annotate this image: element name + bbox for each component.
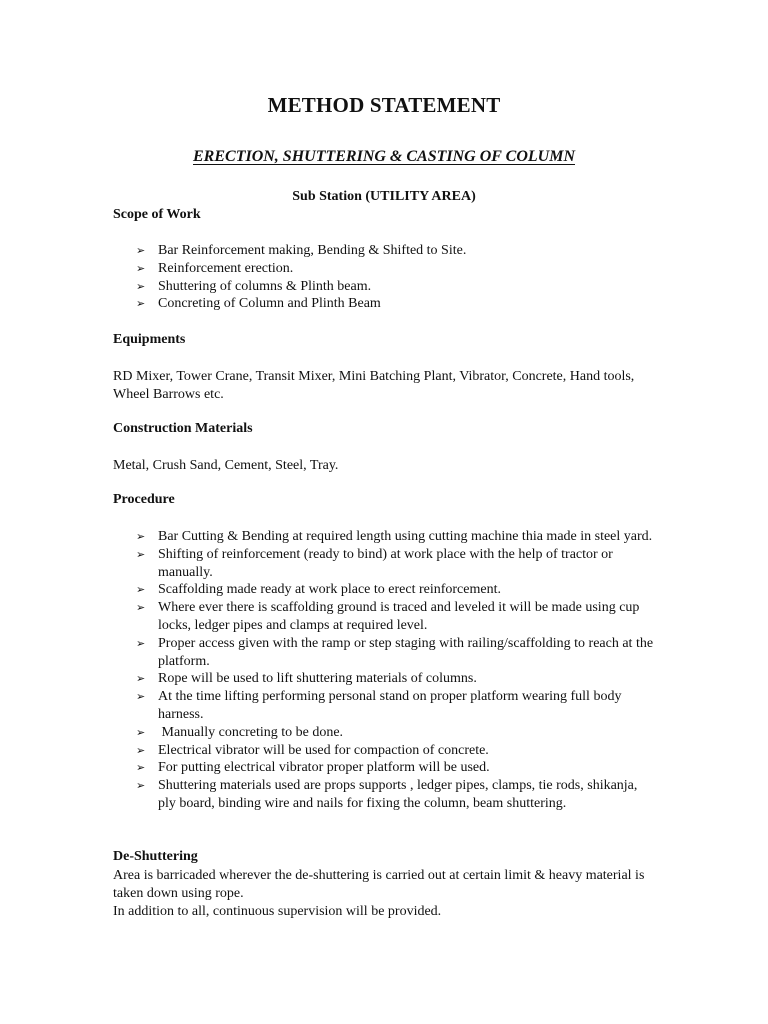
list-item	[113, 278, 658, 296]
list-item	[113, 724, 658, 742]
list-item	[113, 599, 658, 635]
arrowhead-bullet-icon: ➢	[136, 761, 146, 775]
list-item	[113, 670, 658, 688]
arrowhead-bullet-icon: ➢	[136, 547, 146, 561]
arrowhead-bullet-icon: ➢	[136, 530, 146, 543]
document-subtitle: ERECTION, SHUTTERING & CASTING OF COLUMN	[193, 148, 575, 165]
list-item	[113, 777, 658, 813]
list-item	[113, 688, 658, 724]
list-item-text: Concreting of Column and Plinth Beam	[158, 296, 381, 312]
list-item	[113, 295, 658, 313]
list-item-text: Shuttering materials used are props supports , ledger pipes, clamps, tie rods, shikanja, ply board, binding wire and nails for fixing the column, beam shuttering.	[158, 778, 638, 811]
list-item-text: Proper access given with the ramp or step staging with railing/scaffolding to reach at the platform.	[158, 635, 654, 669]
arrowhead-bullet-icon: ➢	[136, 297, 146, 311]
list-item	[113, 528, 658, 546]
arrowhead-bullet-icon: ➢	[136, 636, 146, 650]
materials-text: Metal, Crush Sand, Cement, Steel, Tray.	[113, 458, 339, 473]
arrowhead-bullet-icon: ➢	[136, 743, 146, 757]
arrowhead-bullet-icon: ➢	[136, 279, 146, 293]
list-item-text: Reinforcement erection.	[158, 260, 294, 276]
arrowhead-bullet-icon: ➢	[136, 779, 146, 793]
equipments-heading: Equipments	[113, 332, 186, 347]
list-item	[113, 546, 658, 582]
list-item-text: Bar Cutting & Bending at required length using cutting machine thia made in steel yard.	[158, 529, 653, 544]
list-item-text: Rope will be used to lift shuttering materials of columns.	[158, 671, 477, 687]
document-location: Sub Station (UTILITY AREA)	[292, 189, 476, 204]
list-item-text: Manually concreting to be done.	[158, 724, 344, 740]
scope-heading: Scope of Work	[113, 207, 201, 222]
arrowhead-bullet-icon: ➢	[136, 583, 146, 597]
list-item	[113, 581, 658, 599]
procedure-heading: Procedure	[113, 492, 175, 507]
list-item	[113, 742, 658, 760]
arrowhead-bullet-icon: ➢	[136, 672, 146, 686]
document-title: METHOD STATEMENT	[267, 93, 501, 117]
list-item-text: Bar Reinforcement making, Bending & Shifted to Site.	[158, 243, 467, 258]
arrowhead-bullet-icon: ➢	[136, 725, 146, 739]
arrowhead-bullet-icon: ➢	[136, 261, 146, 275]
list-item-text: Where ever there is scaffolding ground is traced and leveled it will be made using cup locks, ledger pipes and clamps at required level.	[158, 600, 640, 633]
equipments-text: RD Mixer, Tower Crane, Transit Mixer, Mini Batching Plant, Vibrator, Concrete, Hand tools, Wheel Barrows etc.	[113, 369, 635, 402]
deshuttering-heading: De-Shuttering	[113, 849, 198, 864]
list-item-text: For putting electrical vibrator proper platform will be used.	[158, 760, 490, 776]
arrowhead-bullet-icon: ➢	[136, 601, 146, 615]
materials-heading: Construction Materials	[113, 421, 253, 436]
list-item	[113, 260, 658, 278]
list-item	[113, 635, 658, 671]
deshuttering-text: Area is barricaded wherever the de-shuttering is carried out at certain limit & heavy material is taken down using rope.	[113, 868, 645, 901]
list-item-text: Electrical vibrator will be used for compaction of concrete.	[158, 742, 489, 758]
list-item	[113, 759, 658, 777]
list-item	[113, 242, 658, 260]
procedure-list	[113, 528, 658, 813]
list-item-text: At the time lifting performing personal stand on proper platform wearing full body harness.	[158, 689, 622, 722]
list-item-text: Shuttering of columns & Plinth beam.	[158, 278, 372, 294]
arrowhead-bullet-icon: ➢	[136, 690, 146, 704]
list-item-text: Scaffolding made ready at work place to erect reinforcement.	[158, 582, 501, 598]
list-item-text: Shifting of reinforcement (ready to bind) at work place with the help of tractor or manually.	[158, 546, 613, 580]
arrowhead-bullet-icon: ➢	[136, 244, 146, 257]
supervision-text: In addition to all, continuous supervision will be provided.	[113, 904, 442, 919]
scope-list	[113, 242, 658, 313]
